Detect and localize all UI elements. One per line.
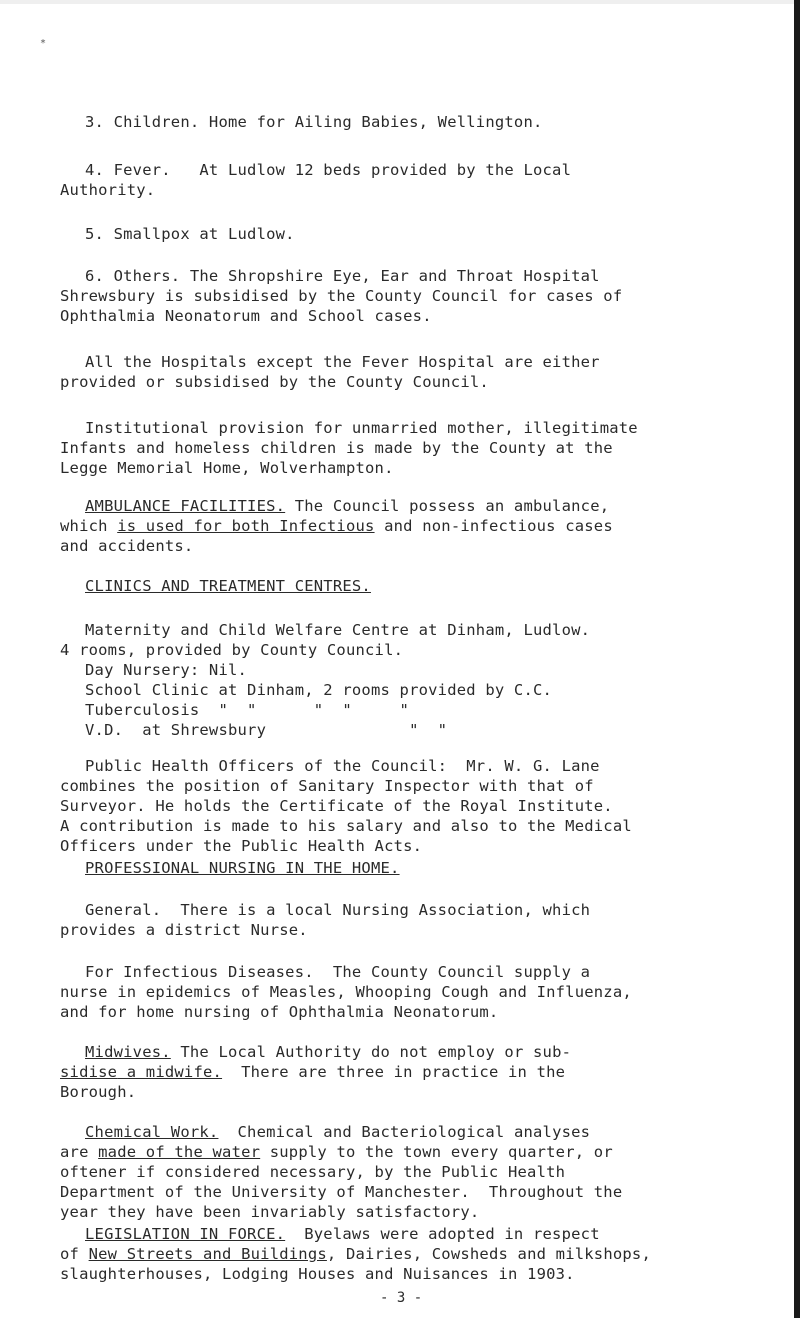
para-fever [60, 160, 780, 200]
line: The Council possess an ambulance, [285, 497, 610, 515]
line: Byelaws were adopted in respect [285, 1225, 600, 1243]
para-infectious [60, 962, 780, 1022]
line: A contribution is made to his salary and also to the Medical [60, 817, 632, 835]
para-legislation [60, 1224, 780, 1284]
line: slaughterhouses, Lodging Houses and Nuisances in 1903. [60, 1265, 575, 1283]
line: Day Nursery: Nil. [85, 661, 248, 679]
line: General. There is a local Nursing Association, which [85, 901, 591, 919]
heading-text: PROFESSIONAL NURSING IN THE HOME. [85, 859, 400, 877]
line: and non-infectious cases [374, 517, 613, 535]
scan-top-edge [0, 0, 800, 4]
line: For Infectious Diseases. The County Council supply a [85, 963, 591, 981]
line: Chemical Work. [85, 1123, 219, 1141]
line: oftener if considered necessary, by the Public Health [60, 1163, 566, 1181]
section-heading-clinics [85, 576, 800, 596]
line: 3. Children. Home for Ailing Babies, Wellington. [85, 113, 543, 131]
line: nurse in epidemics of Measles, Whooping Cough and Influenza, [60, 983, 632, 1001]
line: There are three in practice in the [222, 1063, 566, 1081]
line: provides a district Nurse. [60, 921, 308, 939]
line: made of the water [98, 1143, 261, 1161]
line: which [60, 517, 118, 535]
para-institutional [60, 418, 780, 478]
line: Borough. [60, 1083, 137, 1101]
scan-mark: * [40, 38, 47, 49]
para-ambulance [60, 496, 780, 556]
line: LEGISLATION IN FORCE. [85, 1225, 286, 1243]
para-others [60, 266, 780, 326]
para-hospitals [60, 352, 780, 392]
section-heading-nursing [85, 858, 800, 878]
line: a midwife. [117, 1063, 223, 1081]
line: Infants and homeless children is made by the County at the [60, 439, 613, 457]
line: Midwives. [85, 1043, 171, 1061]
section-heading-ambulance: AMBULANCE FACILITIES. [85, 497, 286, 515]
line: 4. Fever. At Ludlow 12 beds provided by the Local [85, 161, 572, 179]
line: Authority. [60, 181, 156, 199]
line: Surveyor. He holds the Certificate of the Royal Institute. [60, 797, 613, 815]
line: provided or subsidised by the County Council. [60, 373, 489, 391]
line: combines the position of Sanitary Inspector with that of [60, 777, 594, 795]
para-smallpox [85, 224, 800, 244]
line: Officers under the Public Health Acts. [60, 837, 423, 855]
line: and accidents. [60, 537, 194, 555]
scan-right-edge [794, 0, 800, 1318]
clinics-list [60, 620, 780, 740]
line: Maternity and Child Welfare Centre at Dinham, Ludlow. [85, 621, 591, 639]
line: Legge Memorial Home, Wolverhampton. [60, 459, 394, 477]
line: year they have been invariably satisfactory. [60, 1203, 480, 1221]
para-chemical-work [60, 1122, 780, 1222]
para-public-health-officers [60, 756, 780, 856]
line: Chemical and Bacteriological analyses [218, 1123, 591, 1141]
line: and for home nursing of Ophthalmia Neonatorum. [60, 1003, 499, 1021]
line: 6. Others. The Shropshire Eye, Ear and Throat Hospital [85, 267, 600, 285]
line: New Streets and Buildings [88, 1245, 327, 1263]
line: Institutional provision for unmarried mother, illegitimate [85, 419, 638, 437]
line: are [60, 1143, 99, 1161]
line: School Clinic at Dinham, 2 rooms provided by C.C. [85, 681, 553, 699]
line: 5. Smallpox at Ludlow. [85, 225, 295, 243]
line: The Local Authority do not employ or sub- [170, 1043, 572, 1061]
line: , Dairies, Cowsheds and milkshops, [326, 1245, 651, 1263]
line: Shrewsbury is subsidised by the County Council for cases of [60, 287, 623, 305]
line: V.D. at Shrewsbury " " [85, 721, 448, 739]
line: All the Hospitals except the Fever Hospital are either [85, 353, 600, 371]
heading-text: CLINICS AND TREATMENT CENTRES. [85, 577, 371, 595]
line: Tuberculosis " " " " " [85, 701, 410, 719]
line: Department of the University of Manchester. Throughout the [60, 1183, 623, 1201]
line: is used for both Infectious [117, 517, 375, 535]
line: of [60, 1245, 89, 1263]
page-number: - 3 - [380, 1290, 423, 1306]
line: 4 rooms, provided by County Council. [60, 641, 404, 659]
line: Public Health Officers of the Council: Mr. W. G. Lane [85, 757, 600, 775]
line: Ophthalmia Neonatorum and School cases. [60, 307, 432, 325]
line: sidise [60, 1063, 118, 1081]
line: supply to the town every quarter, or [260, 1143, 613, 1161]
para-children [85, 112, 800, 132]
para-midwives [60, 1042, 780, 1102]
para-general [60, 900, 780, 940]
